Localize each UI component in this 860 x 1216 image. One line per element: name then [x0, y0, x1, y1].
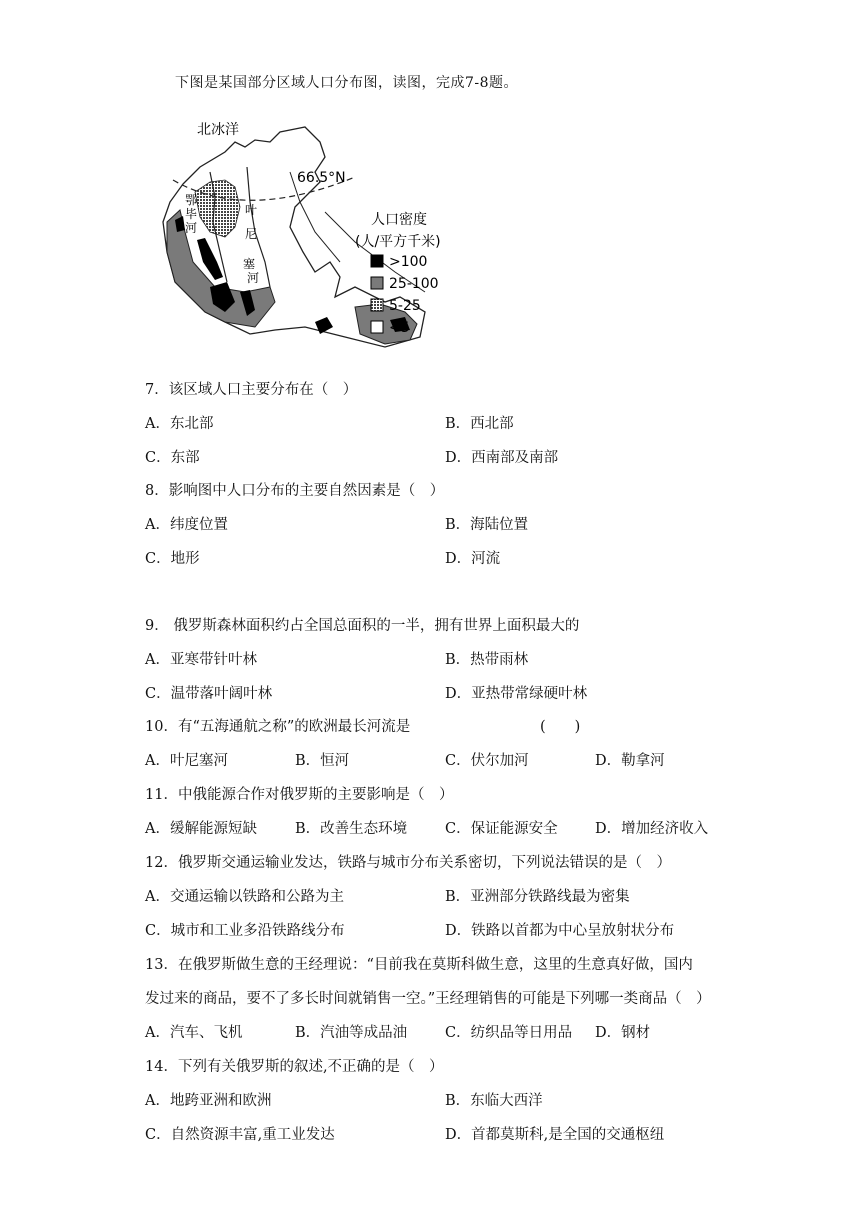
legend-label-under-5: <5	[389, 320, 410, 336]
ocean-label: 北冰洋	[197, 122, 239, 138]
q12-option-d[interactable]: D．铁路以首都为中心呈放射状分布	[445, 923, 675, 939]
yenisei-label-3: 塞	[243, 257, 256, 271]
q13-option-a[interactable]: A．汽车、飞机	[145, 1025, 243, 1041]
question-11-stem: 11．中俄能源合作对俄罗斯的主要影响是（ ）	[145, 787, 454, 803]
question-9-stem: 9． 俄罗斯森林面积约占全国总面积的一半，拥有世界上面积最大的	[145, 618, 580, 634]
legend-label-25-100: 25-100	[389, 276, 439, 292]
latitude-label: 66.5°N	[297, 170, 346, 186]
question-10-stem: 10．有“五海通航之称”的欧洲最长河流是	[145, 719, 411, 735]
q8-option-d[interactable]: D．河流	[445, 551, 501, 567]
q13-option-b[interactable]: B．汽油等成品油	[295, 1025, 408, 1041]
legend-swatch-under-5	[371, 321, 383, 333]
q7-option-a[interactable]: A．东北部	[145, 416, 214, 432]
q14-option-c[interactable]: C．自然资源丰富,重工业发达	[145, 1127, 335, 1143]
legend-title-1: 人口密度	[371, 212, 427, 228]
q13-option-c[interactable]: C．纺织品等日用品	[445, 1025, 573, 1041]
q11-option-a[interactable]: A．缓解能源短缺	[145, 821, 257, 837]
q9-option-c[interactable]: C．温带落叶阔叶林	[145, 686, 273, 702]
legend-swatch-25-100	[371, 277, 383, 289]
question-13-stem: 13．在俄罗斯做生意的王经理说：“目前我在莫斯科做生意，这里的生意真好做，国内	[145, 957, 693, 973]
q10-option-d[interactable]: D．勒拿河	[595, 753, 665, 769]
yenisei-label-4: 河	[247, 271, 260, 285]
q13-option-d[interactable]: D．钢材	[595, 1025, 651, 1041]
legend-label-over-100: >100	[389, 254, 428, 270]
q10-option-a[interactable]: A．叶尼塞河	[145, 753, 228, 769]
q14-option-b[interactable]: B．东临大西洋	[445, 1093, 543, 1109]
ob-river-label-3: 河	[185, 221, 198, 235]
q9-option-a[interactable]: A．亚寒带针叶林	[145, 652, 257, 668]
question-10-answer-paren: ( )	[540, 719, 581, 735]
q12-option-c[interactable]: C．城市和工业多沿铁路线分布	[145, 923, 345, 939]
q14-option-a[interactable]: A．地跨亚洲和欧洲	[145, 1093, 272, 1109]
question-7-stem: 7．该区域人口主要分布在（ ）	[145, 382, 358, 398]
q7-option-b[interactable]: B．西北部	[445, 416, 514, 432]
q7-option-c[interactable]: C．东部	[145, 450, 200, 466]
q11-option-b[interactable]: B．改善生态环境	[295, 821, 408, 837]
q9-option-b[interactable]: B．热带雨林	[445, 652, 529, 668]
q8-option-c[interactable]: C．地形	[145, 551, 200, 567]
q14-option-d[interactable]: D．首都莫斯科,是全国的交通枢纽	[445, 1127, 665, 1143]
q9-option-d[interactable]: D．亚热带常绿硬叶林	[445, 686, 588, 702]
yenisei-label-2: 尼	[245, 227, 258, 241]
legend-label-5-25: 5-25	[389, 298, 421, 314]
question-8-stem: 8．影响图中人口分布的主要自然因素是（ ）	[145, 483, 445, 499]
q10-option-b[interactable]: B．恒河	[295, 753, 350, 769]
q12-option-b[interactable]: B．亚洲部分铁路线最为密集	[445, 889, 630, 905]
q11-option-c[interactable]: C．保证能源安全	[445, 821, 558, 837]
q10-option-c[interactable]: C．伏尔加河	[445, 753, 529, 769]
question-13-stem-line-2: 发过来的商品，要不了多长时间就销售一空。”王经理销售的可能是下列哪一类商品（ ）	[145, 991, 711, 1007]
q8-option-a[interactable]: A．纬度位置	[145, 517, 228, 533]
q11-option-d[interactable]: D．增加经济收入	[595, 821, 709, 837]
q8-option-b[interactable]: B．海陆位置	[445, 517, 529, 533]
legend-swatch-5-25	[371, 299, 383, 311]
q7-option-d[interactable]: D．西南部及南部	[445, 450, 559, 466]
yenisei-label-1: 叶	[245, 203, 258, 217]
intro-text: 下图是某国部分区域人口分布图，读图，完成7-8题。	[175, 75, 519, 91]
q12-option-a[interactable]: A．交通运输以铁路和公路为主	[145, 889, 344, 905]
legend-swatch-over-100	[371, 255, 383, 267]
ob-river-label-1: 鄂	[185, 193, 198, 207]
question-12-stem: 12．俄罗斯交通运输业发达，铁路与城市分布关系密切，下列说法错误的是（ ）	[145, 855, 671, 871]
legend-title-2: (人/平方千米)	[355, 234, 441, 250]
population-density-map	[155, 112, 465, 352]
question-14-stem: 14．下列有关俄罗斯的叙述,不正确的是（ ）	[145, 1059, 444, 1075]
ob-river-label-2: 毕	[185, 207, 198, 221]
